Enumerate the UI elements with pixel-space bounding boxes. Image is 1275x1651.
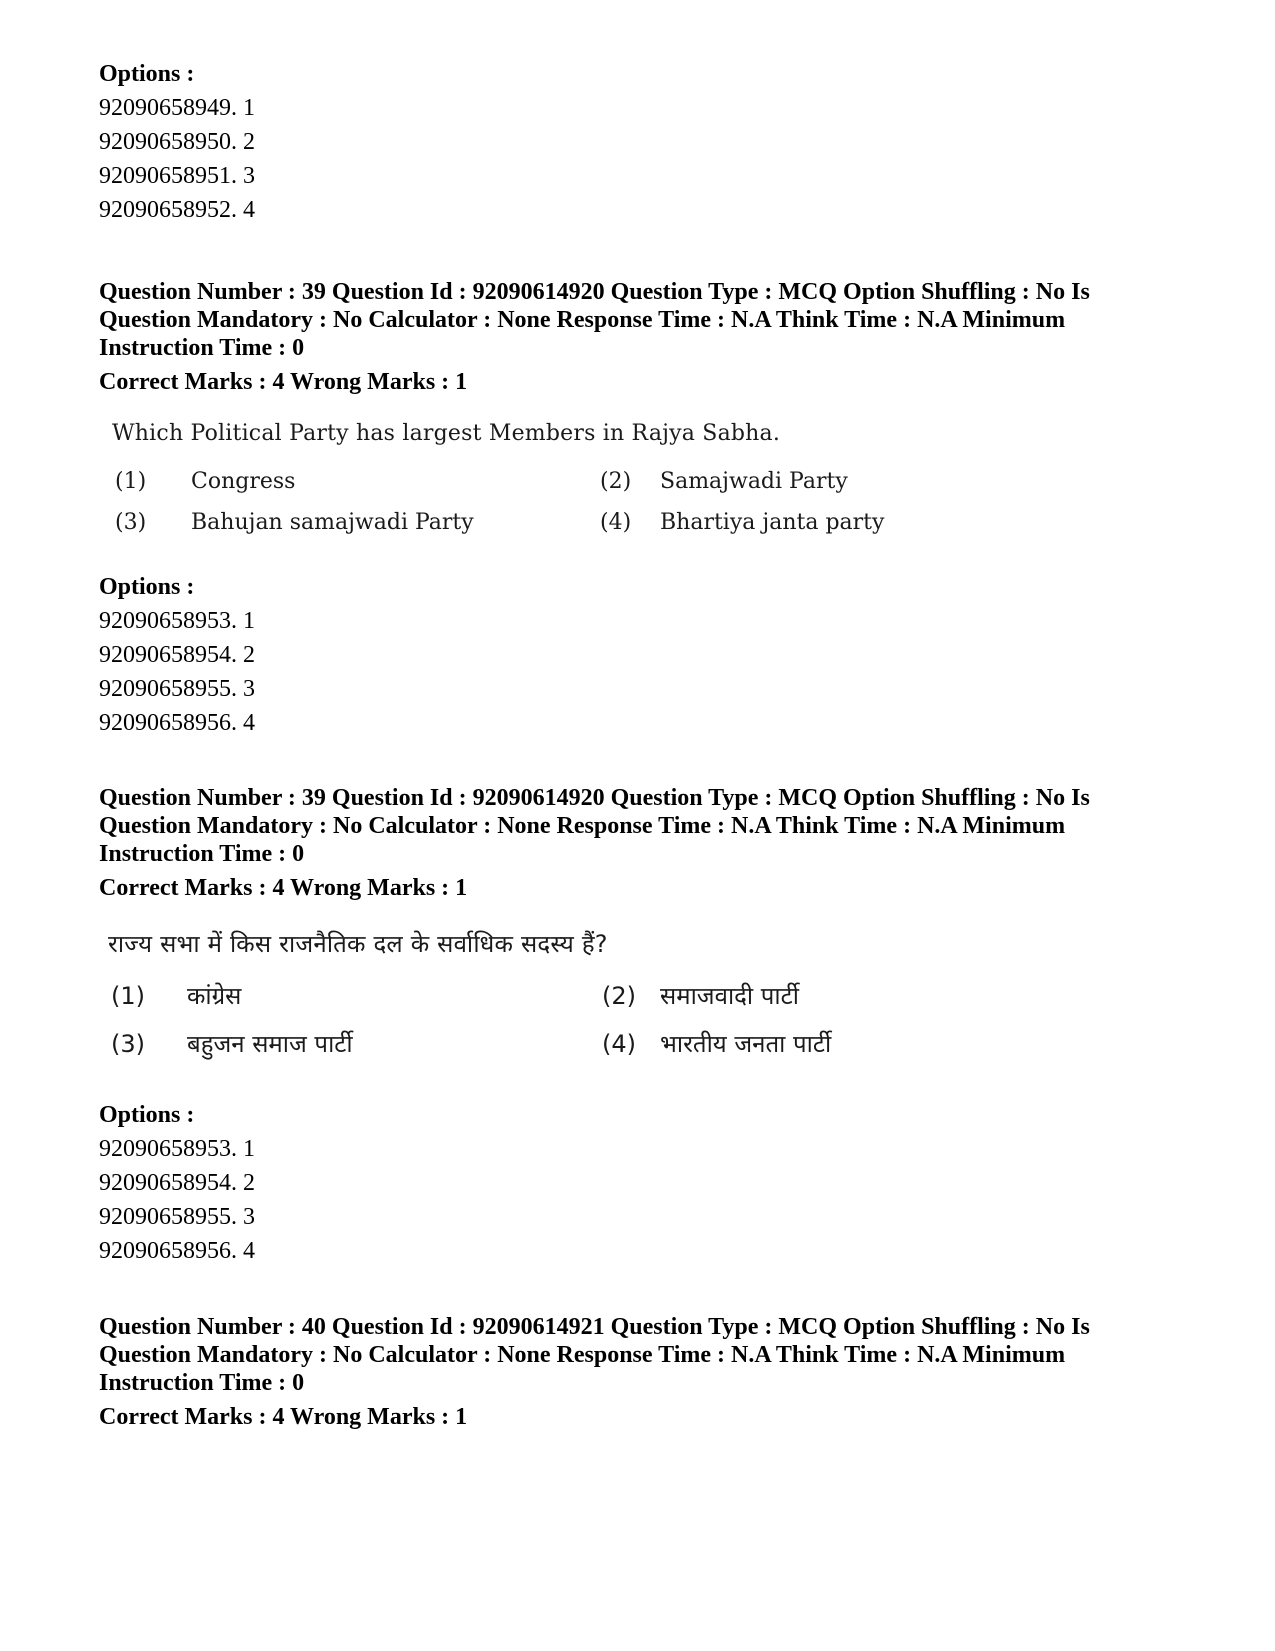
choice-number: (1) <box>115 469 147 494</box>
choice-text: Bhartiya janta party <box>660 510 885 535</box>
choice-number: (4) <box>600 510 632 535</box>
choice-2 <box>602 981 799 1011</box>
choice-text: भारतीय जनता पार्टी <box>660 1030 832 1058</box>
choice-4 <box>602 1029 831 1059</box>
choice-number: (4) <box>602 1030 636 1058</box>
option-line: 92090658954. 2 <box>99 1170 255 1196</box>
choice-text: बहुजन समाज पार्टी <box>187 1030 353 1058</box>
choice-2 <box>600 467 848 497</box>
question-header: Question Number : 39 Question Id : 92090614920 Question Type : MCQ Option Shuffling : No Is Question Mandatory : No Calculator : None Response Time : N.A Think Time : N.A Minimum Instruction Time : 0 <box>99 279 1090 361</box>
choice-text: Congress <box>191 469 296 494</box>
question-header-block <box>99 1313 1179 1431</box>
question-header-block <box>99 278 1179 396</box>
marks-line: Correct Marks : 4 Wrong Marks : 1 <box>99 875 468 901</box>
question-header: Question Number : 39 Question Id : 92090614920 Question Type : MCQ Option Shuffling : No Is Question Mandatory : No Calculator : None Response Time : N.A Think Time : N.A Minimum Instruction Time : 0 <box>99 785 1090 867</box>
options-block-q1 <box>99 570 255 740</box>
choice-3 <box>115 508 474 538</box>
option-line: 92090658954. 2 <box>99 642 255 668</box>
choice-text: Bahujan samajwadi Party <box>191 510 474 535</box>
option-line: 92090658949. 1 <box>99 95 255 121</box>
option-line: 92090658951. 3 <box>99 163 255 189</box>
choice-1 <box>115 467 295 497</box>
option-line: 92090658953. 1 <box>99 1136 255 1162</box>
choice-text: समाजवादी पार्टी <box>660 982 799 1010</box>
marks-line: Correct Marks : 4 Wrong Marks : 1 <box>99 369 468 395</box>
choice-number: (3) <box>111 1030 145 1058</box>
option-line: 92090658953. 1 <box>99 608 255 634</box>
marks-line: Correct Marks : 4 Wrong Marks : 1 <box>99 1404 468 1430</box>
choice-number: (2) <box>602 982 636 1010</box>
choice-number: (2) <box>600 469 632 494</box>
option-line: 92090658952. 4 <box>99 197 255 223</box>
option-line: 92090658955. 3 <box>99 1204 255 1230</box>
question-image-english <box>112 419 1012 535</box>
choice-text: Samajwadi Party <box>660 469 848 494</box>
option-line: 92090658956. 4 <box>99 710 255 736</box>
option-line: 92090658955. 3 <box>99 676 255 702</box>
question-text: राज्य सभा में किस राजनैतिक दल के सर्वाधिक सदस्य हैं? <box>108 930 608 958</box>
choice-3 <box>111 1029 353 1059</box>
options-label: Options : <box>99 1102 195 1128</box>
option-line: 92090658950. 2 <box>99 129 255 155</box>
choice-text: कांग्रेस <box>187 982 242 1010</box>
question-text: Which Political Party has largest Members in Rajya Sabha. <box>112 421 781 446</box>
question-header: Question Number : 40 Question Id : 92090614921 Question Type : MCQ Option Shuffling : No Is Question Mandatory : No Calculator : None Response Time : N.A Think Time : N.A Minimum Instruction Time : 0 <box>99 1314 1090 1396</box>
choice-1 <box>111 981 241 1011</box>
question-header-block <box>99 784 1179 902</box>
question-image-hindi <box>108 929 1008 1058</box>
options-block-prev <box>99 57 255 227</box>
options-label: Options : <box>99 574 195 600</box>
options-label: Options : <box>99 61 195 87</box>
choice-number: (3) <box>115 510 147 535</box>
option-line: 92090658956. 4 <box>99 1238 255 1264</box>
choice-number: (1) <box>111 982 145 1010</box>
options-block-q2 <box>99 1098 255 1268</box>
choice-4 <box>600 508 884 538</box>
